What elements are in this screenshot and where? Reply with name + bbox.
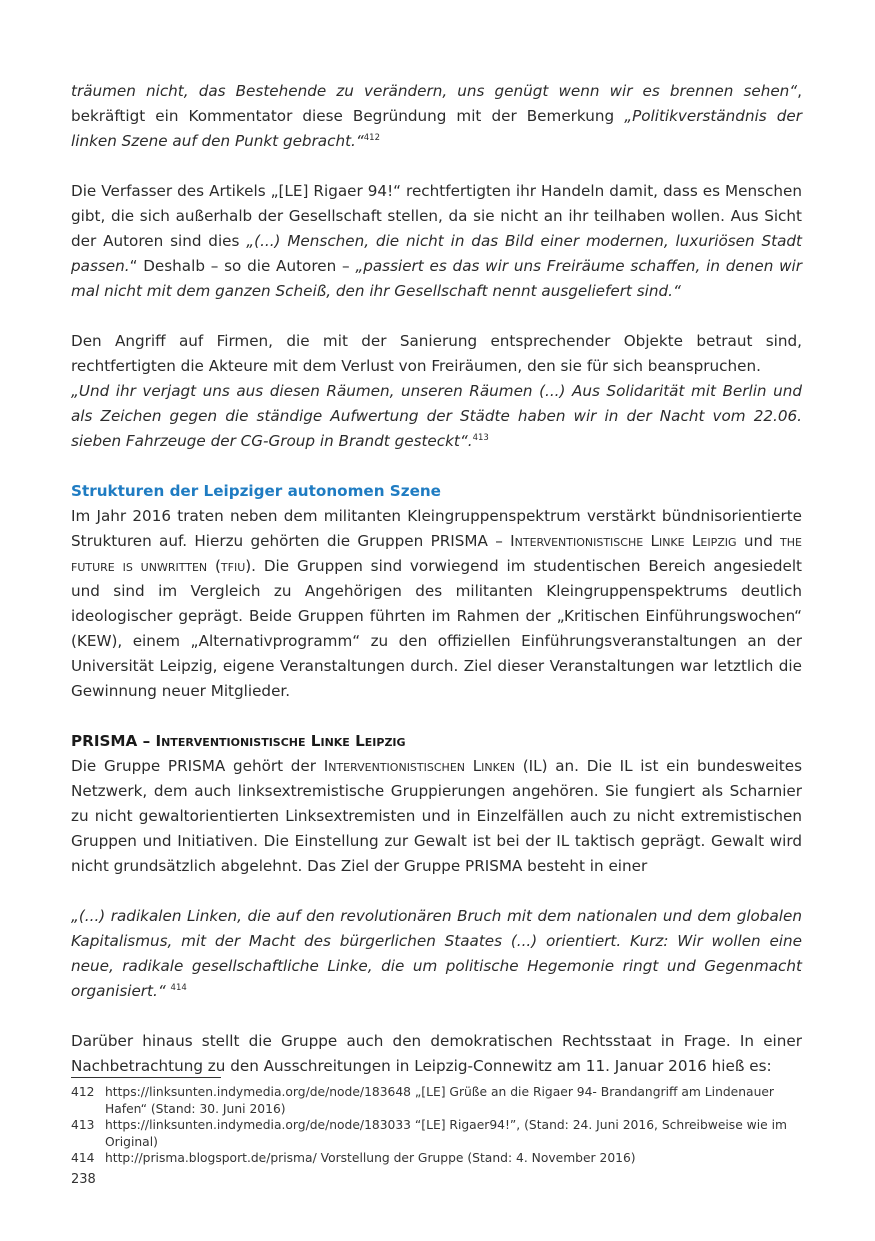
- paragraph-text: Den Angriff auf Firmen, die mit der Sanierung entsprechender Objekte betraut sind, rechtfertigten die Akteure mit dem Verlust von Freiräumen, den sie für sich beanspruchen.: [71, 332, 802, 375]
- paragraph-text: Im Jahr 2016 traten neben dem militanten Kleingruppenspektrum verstärkt bündnisorientierte Strukturen auf. Hierzu gehörten die Gruppen PRISMA –: [71, 507, 802, 550]
- footnote-ref-413[interactable]: 413: [472, 433, 489, 443]
- quote: „(...) radikalen Linken, die auf den revolutionären Bruch mit dem nationalen und dem globalen Kapitalismus, mit der Macht des bürgerlichen Staates (...) orientiert. Kurz: Wir wollen eine neue, radikale gesellschaftliche Linke, die um politische Hegemonie ringt und Gegenmacht organisiert.“: [71, 907, 802, 1000]
- page-number: 238: [71, 1172, 96, 1187]
- footnote-number: 412: [71, 1085, 95, 1099]
- quote-413-paragraph: [71, 379, 802, 454]
- paragraph-text: und: [736, 532, 781, 550]
- footnote-ref-412[interactable]: 412: [363, 133, 380, 143]
- paragraph-3: [71, 329, 802, 379]
- quote: „Politikverständnis der linken Szene auf den Punkt gebracht.“: [71, 107, 803, 150]
- quote: träumen nicht, das Bestehende zu verändern, uns genügt wenn wir es brennen sehen“: [71, 82, 798, 100]
- group-name: the future is unwritten (tfiu): [71, 532, 802, 575]
- paragraph-text: (IL) an. Die IL ist ein bundesweites Netzwerk, dem auch linksextremistische Gruppierungen angehören. Sie fungiert als Scharnier zu nicht gewaltorientierten Linksextremisten und in Einzelfällen auch zu nicht extremistischen Gruppen und Initiativen. Die Einstellung zur Gewalt ist bei der IL taktisch geprägt. Gewalt wird nicht grundsätzlich abgelehnt. Das Ziel der Gruppe PRISMA besteht in einer: [71, 757, 802, 875]
- paragraph-last: Darüber hinaus stellt die Gruppe auch den demokratischen Rechtsstaat in Frage. In einer Nachbetrachtung zu den Ausschreitungen in Leipzig-Connewitz am 11. Januar 2016 hieß es:: [71, 1032, 802, 1075]
- quote-414-paragraph: [71, 904, 802, 1004]
- paragraph-text: Die Verfasser des Artikels „[LE] Rigaer 94!“ rechtfertigten ihr Handeln damit, dass es Menschen gibt, die sich außerhalb der Gesellschaft stellen, da sie nicht an ihr teilhaben wollen. Aus Sicht der Autoren sind dies: [71, 182, 802, 250]
- footnote-414: [71, 1150, 802, 1167]
- footnote-text[interactable]: https://linksunten.indymedia.org/de/node/183648 „[LE] Grüße an die Rigaer 94- Brandangriff am Lindenauer Hafen“ (Stand: 30. Juni 2016): [105, 1085, 774, 1116]
- section-structures-paragraph: [71, 504, 802, 704]
- footnote-412: [71, 1084, 802, 1117]
- footnotes: [71, 1084, 802, 1167]
- footnote-413: [71, 1117, 802, 1150]
- section-prisma-paragraph: [71, 754, 802, 879]
- paragraph-1: [71, 79, 802, 154]
- footnote-text[interactable]: https://linksunten.indymedia.org/de/node/183033 “[LE] Rigaer94!”, (Stand: 24. Juni 2016, Schreibweise wie im Original): [105, 1118, 788, 1149]
- group-name: Interventionistischen Linken: [323, 757, 516, 775]
- page-body: [71, 79, 802, 1079]
- paragraph-text: “ Deshalb – so die Autoren –: [129, 257, 356, 275]
- quote: „passiert es das wir uns Freiräume schaffen, in denen wir mal nicht mit dem ganzen Scheiß, den ihr Gesellschaft nennt ausgeliefert sind.“: [71, 257, 802, 300]
- paragraph-text: . Die Gruppen sind vorwiegend im studentischen Bereich angesiedelt und sind im Vergleich zu Angehörigen des militanten Kleingruppenspektrums deutlich ideologischer geprägt. Beide Gruppen führten im Rahmen der „Kritischen Einführungswochen“ (KEW), einem „Alternativprogramm“ zu den offiziellen Einführungsveranstaltungen an der Universität Leipzig, eigene Veranstaltungen durch. Ziel dieser Veranstaltungen war letztlich die Gewinnung neuer Mitglieder.: [71, 557, 802, 700]
- paragraph-2: [71, 179, 802, 304]
- paragraph-text: Die Gruppe PRISMA gehört der: [71, 757, 324, 775]
- paragraph-text: , bekräftigt ein Kommentator diese Begründung mit der Bemerkung: [71, 82, 802, 125]
- quote: „(...) Menschen, die nicht in das Bild einer modernen, luxuriösen Stadt passen.: [71, 232, 803, 275]
- section-heading-structures: Strukturen der Leipziger autonomen Szene: [71, 482, 441, 500]
- group-name: Interventionistische Linke Leipzig: [510, 532, 737, 550]
- heading-text: PRISMA –: [71, 732, 156, 750]
- footnote-number: 413: [71, 1118, 95, 1132]
- section-heading-prisma: [71, 729, 802, 754]
- footnote-number: 414: [71, 1151, 95, 1165]
- quote: „Und ihr verjagt uns aus diesen Räumen, unseren Räumen (...) Aus Solidarität mit Berlin und als Zeichen gegen die ständige Aufwertung der Städte haben wir in der Nacht vom 22.06. sieben Fahrzeuge der CG-Group in Brandt gesteckt“.: [71, 382, 802, 450]
- footnote-ref-414[interactable]: 414: [170, 983, 187, 993]
- footnote-text[interactable]: http://prisma.blogsport.de/prisma/ Vorstellung der Gruppe (Stand: 4. November 2016): [105, 1151, 636, 1165]
- footnote-divider: [71, 1077, 221, 1078]
- heading-text: Interventionistische Linke Leipzig: [155, 732, 406, 750]
